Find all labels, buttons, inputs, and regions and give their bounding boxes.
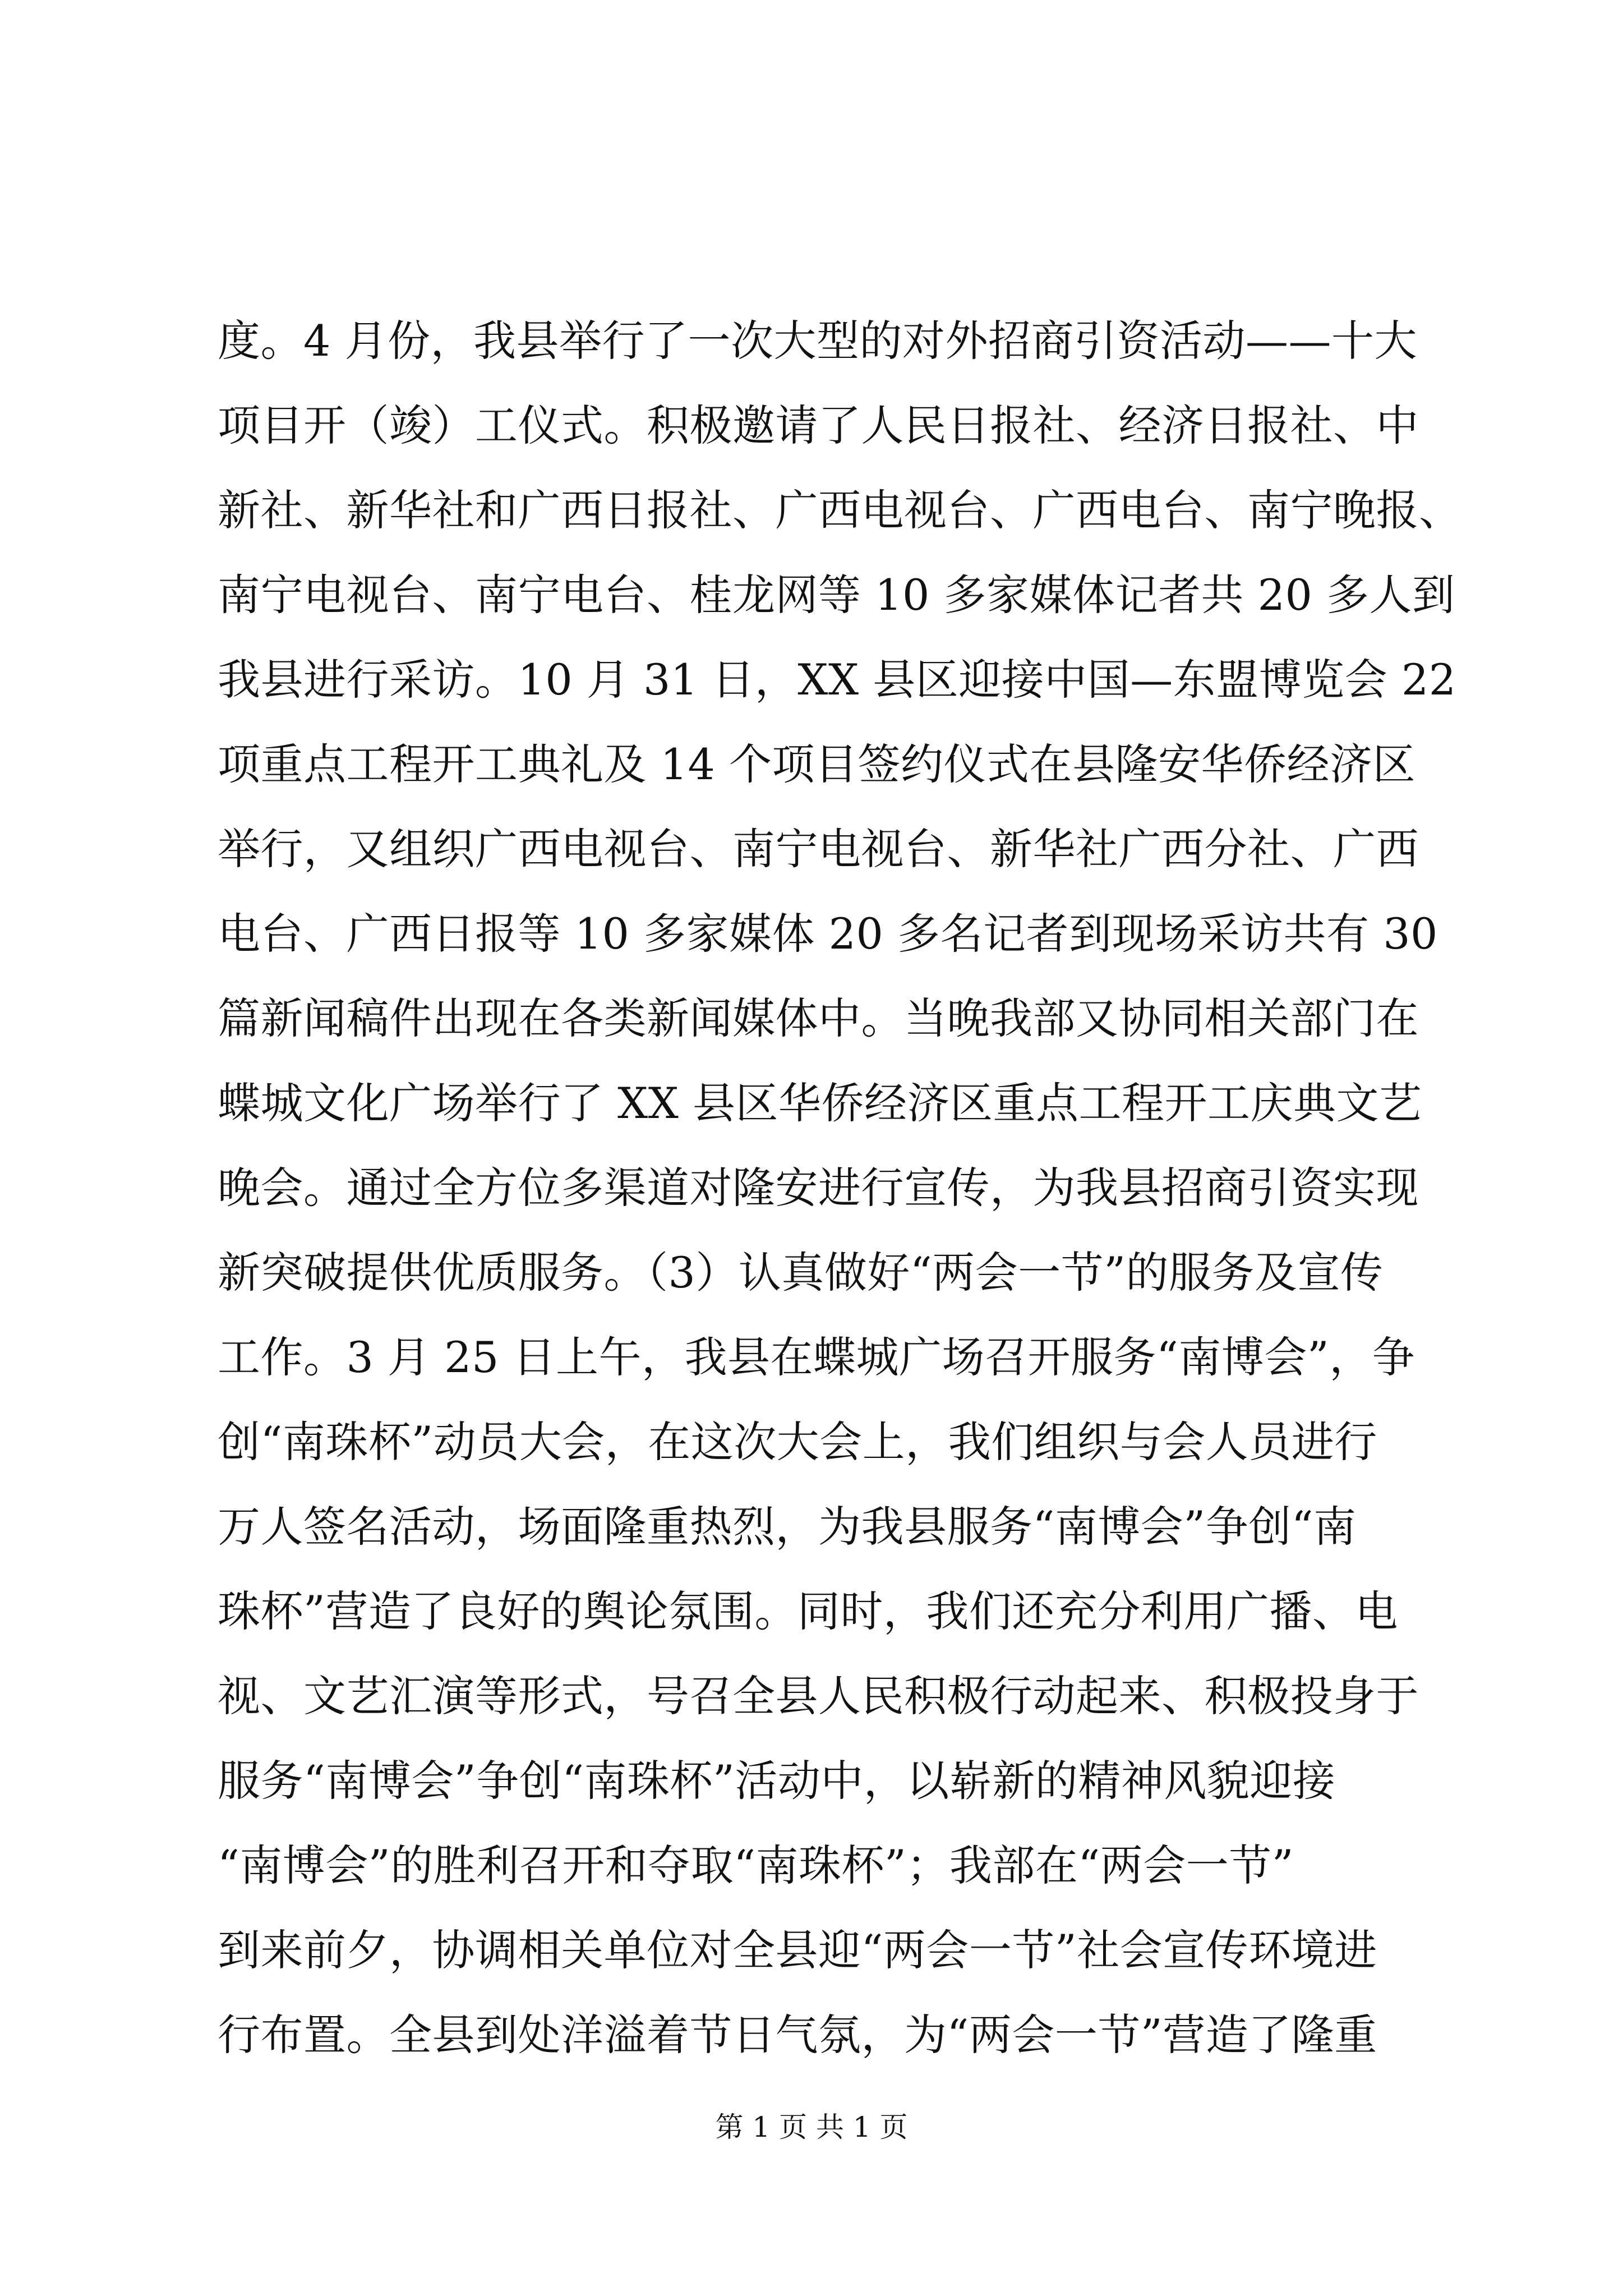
text-line: 到来前夕，协调相关单位对全县迎“两会一节”社会宣传环境进 [218,1925,1377,1975]
text-line: 工作。3 月 25 日上午，我县在蝶城广场召开服务“南博会”，争 [218,1332,1415,1382]
text-line: 篇新闻稿件出现在各类新闻媒体中。当晚我部又协同相关部门在 [218,993,1419,1043]
text-line: 蝶城文化广场举行了 XX 县区华侨经济区重点工程开工庆典文艺 [218,1078,1422,1128]
text-line: 行布置。全县到处洋溢着节日气氛，为“两会一节”营造了隆重 [218,2010,1377,2060]
text-line: 新社、新华社和广西日报社、广西电视台、广西电台、南宁晚报、 [218,485,1462,535]
text-line: 项目开（竣）工仪式。积极邀请了人民日报社、经济日报社、中 [218,401,1419,450]
text-line: 服务“南博会”争创“南珠杯”活动中，以崭新的精神风貌迎接 [218,1756,1336,1806]
text-line: 创“南珠杯”动员大会，在这次大会上，我们组织与会人员进行 [218,1417,1377,1467]
text-line: “南博会”的胜利召开和夺取“南珠杯”；我部在“两会一节” [218,1841,1294,1890]
text-line: 视、文艺汇演等形式，号召全县人民积极行动起来、积极投身于 [218,1671,1419,1721]
page-footer: 第 1 页 共 1 页 [715,2111,908,2143]
text-line: 南宁电视台、南宁电台、桂龙网等 10 多家媒体记者共 20 多人到 [218,570,1455,620]
text-line: 我县进行采访。10 月 31 日，XX 县区迎接中国—东盟博览会 22 [218,655,1456,705]
body-text [218,298,1462,2077]
text-line: 项重点工程开工典礼及 14 个项目签约仪式在县隆安华侨经济区 [218,739,1416,789]
text-line: 电台、广西日报等 10 多家媒体 20 多名记者到现场采访共有 30 [218,909,1438,959]
text-line: 举行，又组织广西电视台、南宁电视台、新华社广西分社、广西 [218,824,1419,874]
text-line: 新突破提供优质服务。（3）认真做好“两会一节”的服务及宣传 [218,1248,1384,1297]
text-line: 度。4 月份，我县举行了一次大型的对外招商引资活动——十大 [218,316,1418,366]
text-line: 晚会。通过全方位多渠道对隆安进行宣传，为我县招商引资实现 [218,1163,1419,1213]
text-line: 珠杯”营造了良好的舆论氛围。同时，我们还充分利用广播、电 [218,1586,1398,1636]
text-line: 万人签名活动，场面隆重热烈，为我县服务“南博会”争创“南 [218,1502,1357,1552]
